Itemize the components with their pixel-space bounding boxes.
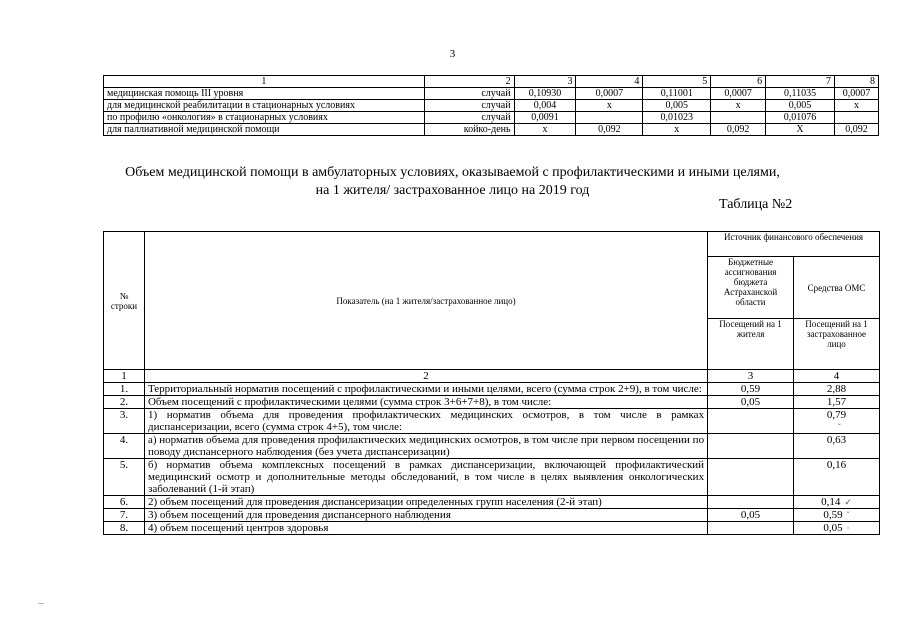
top-header-cell: 7: [766, 76, 835, 88]
page-number: 3: [449, 48, 456, 60]
top-header-cell: 4: [576, 76, 643, 88]
table-row: [104, 396, 880, 409]
handwritten-tick-mark: ˇ: [838, 422, 841, 432]
row-number-header: № строки: [104, 232, 145, 370]
top-table-row: [104, 88, 879, 100]
row-number: 4.: [104, 434, 145, 459]
budget-value: 0,05: [708, 509, 794, 522]
oms-value-text: 0,59: [823, 509, 843, 521]
oms-value: [794, 496, 880, 509]
oms-value: 1,57: [794, 396, 880, 409]
top-cell: 0,092: [576, 124, 643, 136]
top-cell: [576, 112, 643, 124]
top-header-cell: 8: [834, 76, 878, 88]
row-number: 8.: [104, 522, 145, 535]
oms-value: 2,88: [794, 383, 880, 396]
handwritten-tick-mark: ˘: [846, 510, 850, 520]
top-header-cell: 5: [643, 76, 711, 88]
top-header-cell: 2: [424, 76, 514, 88]
oms-value: [794, 509, 880, 522]
top-cell: для паллиативной медицинской помощи: [104, 124, 425, 136]
oms-value: [794, 522, 880, 535]
top-header-cell: 1: [104, 76, 425, 88]
budget-value: [708, 434, 794, 459]
top-header-cell: 3: [514, 76, 576, 88]
document-title-line-2: на 1 жителя/ застрахованное лицо на 2019 год: [315, 183, 590, 198]
top-cell: 0,11001: [643, 88, 711, 100]
row-number: 2.: [104, 396, 145, 409]
funding-sources-header: Источник финансового обеспечения: [708, 232, 880, 257]
top-cell: х: [834, 100, 878, 112]
column-number: 1: [104, 370, 145, 383]
budget-value: [708, 459, 794, 496]
top-table-row: [104, 124, 879, 136]
top-cell: 0,005: [766, 100, 835, 112]
top-cell: х: [576, 100, 643, 112]
budget-value: [708, 496, 794, 509]
top-table: [103, 75, 879, 136]
top-cell: 0,01023: [643, 112, 711, 124]
row-number: 3.: [104, 409, 145, 434]
column-number: 3: [708, 370, 794, 383]
top-cell: х: [514, 124, 576, 136]
top-cell: 0,004: [514, 100, 576, 112]
indicator-text: б) норматив объема комплексных посещений в рамках диспансеризации, включающей профилактический медицинский осмотр и дополнительные методы обследований, в том числе в целях выявления онкологических заболеваний (1-й этап): [144, 459, 707, 496]
row-number: 5.: [104, 459, 145, 496]
top-cell: по профилю «онкология» в стационарных условиях: [104, 112, 425, 124]
oms-value-text: 0,05: [823, 522, 843, 534]
table-row: [104, 409, 880, 434]
oms-value-text: 0,79: [826, 409, 847, 421]
top-header-cell: 6: [711, 76, 766, 88]
top-cell: для медицинской реабилитации в стационарных условиях: [104, 100, 425, 112]
indicator-text: 3) объем посещений для проведения диспансерного наблюдения: [144, 509, 707, 522]
top-cell: 0,0007: [711, 88, 766, 100]
oms-header: Средства ОМС: [794, 257, 880, 319]
indicator-text: 1) норматив объема для проведения профилактических медицинских осмотров, в том числе в рамках диспансеризации, всего (сумма строк 4+5), том числе:: [144, 409, 707, 434]
document-title-line-1: Объем медицинской помощи в амбулаторных условиях, оказываемой с профилактическими и иными целями,: [125, 165, 780, 180]
scan-margin-mark: [38, 603, 44, 604]
oms-value: [794, 409, 880, 434]
oms-value-text: 0,14: [821, 496, 841, 508]
budget-value: [708, 409, 794, 434]
oms-value: 0,16: [794, 459, 880, 496]
budget-header: Бюджетные ассигнования бюджета Астраханской области: [708, 257, 794, 319]
budget-value: 0,05: [708, 396, 794, 409]
handwritten-tick-mark: ·: [846, 523, 850, 533]
indicator-header: Показатель (на 1 жителя/застрахованное лицо): [144, 232, 707, 370]
top-cell: 0,092: [834, 124, 878, 136]
table-label: Таблица №2: [719, 197, 793, 212]
header-row-sources: [104, 232, 880, 257]
top-cell: медицинская помощь III уровня: [104, 88, 425, 100]
column-numbers-row: [104, 370, 880, 383]
oms-unit-header: Посещений на 1 застрахованное лицо: [794, 319, 880, 370]
top-cell: случай: [424, 88, 514, 100]
top-table-header-row: [104, 76, 879, 88]
indicator-text: а) норматив объема для проведения профилактических медицинских осмотров, в том числе при первом посещении по поводу диспансерного наблюдения (без учета диспансеризации): [144, 434, 707, 459]
column-number: 4: [794, 370, 880, 383]
top-cell: [834, 112, 878, 124]
top-cell: Х: [766, 124, 835, 136]
top-cell: койко-день: [424, 124, 514, 136]
top-cell: 0,005: [643, 100, 711, 112]
top-cell: случай: [424, 100, 514, 112]
top-cell: 0,092: [711, 124, 766, 136]
top-cell: 0,01076: [766, 112, 835, 124]
top-cell: 0,10930: [514, 88, 576, 100]
indicator-text: 4) объем посещений центров здоровья: [144, 522, 707, 535]
column-number: 2: [144, 370, 707, 383]
table-row: [104, 509, 880, 522]
table-row: [104, 459, 880, 496]
main-table: [103, 231, 880, 535]
budget-value: 0,59: [708, 383, 794, 396]
top-cell: 0,0091: [514, 112, 576, 124]
oms-value: 0,63: [794, 434, 880, 459]
indicator-text: Территориальный норматив посещений с профилактическими и иными целями, всего (сумма строк 2+9), в том числе:: [144, 383, 707, 396]
top-table-row: [104, 112, 879, 124]
budget-value: [708, 522, 794, 535]
table-row: [104, 522, 880, 535]
table-row: [104, 383, 880, 396]
table-row: [104, 434, 880, 459]
row-number: 1.: [104, 383, 145, 396]
top-cell: 0,0007: [576, 88, 643, 100]
top-cell: х: [643, 124, 711, 136]
top-cell: 0,11035: [766, 88, 835, 100]
indicator-text: Объем посещений с профилактическими целями (сумма строк 3+6+7+8), в том числе:: [144, 396, 707, 409]
row-number: 6.: [104, 496, 145, 509]
handwritten-check-mark: ✓: [844, 497, 852, 507]
indicator-text: 2) объем посещений для проведения диспансеризации определенных групп населения (2-й этап): [144, 496, 707, 509]
top-cell: х: [711, 100, 766, 112]
budget-unit-header: Посещений на 1 жителя: [708, 319, 794, 370]
top-cell: [711, 112, 766, 124]
top-table-row: [104, 100, 879, 112]
table-row: [104, 496, 880, 509]
top-cell: 0,0007: [834, 88, 878, 100]
row-number: 7.: [104, 509, 145, 522]
top-cell: случай: [424, 112, 514, 124]
